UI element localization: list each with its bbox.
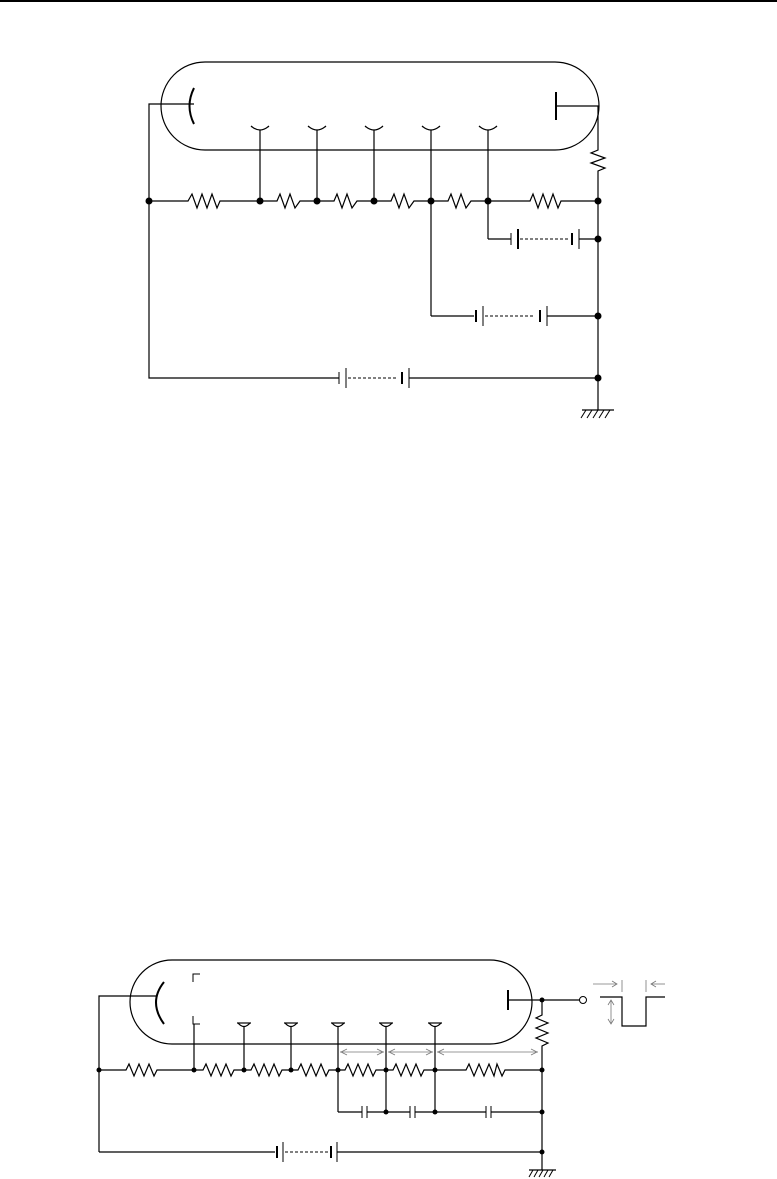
divider-chain-2: [99, 1064, 542, 1076]
load-resistor: [591, 146, 605, 201]
current-arrows: [340, 1049, 538, 1055]
hv-battery: [149, 201, 598, 388]
dynode-4: [422, 126, 440, 316]
resistor-r1: [149, 194, 260, 208]
dynode-2-1: [237, 1023, 251, 1070]
resistor-r6: [488, 194, 598, 208]
ground-symbol: [581, 410, 614, 418]
anode-lead: [556, 106, 598, 146]
dynode-5: [479, 126, 497, 239]
resistor-r4: [374, 194, 431, 208]
pmt-voltage-divider-schematic-pulse: [0, 940, 777, 1179]
dynode-2-2: [284, 1023, 298, 1070]
battery-dynode-4: [431, 306, 598, 326]
output-terminal: [580, 997, 587, 1004]
ground-symbol-2: [529, 1170, 556, 1177]
dynode-3: [365, 126, 383, 201]
cathode-lead: [149, 104, 194, 201]
focus-electrode: [193, 974, 200, 1070]
photocathode: [190, 88, 195, 124]
resistor-r5: [431, 194, 488, 208]
tube-envelope-2: [130, 960, 532, 1044]
pmt-voltage-divider-schematic-dc: [0, 0, 777, 440]
dynode-1: [251, 126, 269, 201]
battery-dynode-5: [488, 229, 598, 249]
dynode-2: [308, 126, 326, 201]
junction-dots: [146, 198, 602, 382]
decoupling-capacitors: [338, 1106, 542, 1118]
resistor-r2: [260, 194, 317, 208]
tube-envelope: [161, 62, 599, 150]
load-resistor-2: [536, 1000, 548, 1170]
junction-dots-2: [97, 998, 545, 1155]
resistor-r3: [317, 194, 374, 208]
hv-battery-2: [99, 1142, 542, 1162]
output-pulse: [593, 980, 665, 1026]
photocathode-2: [156, 982, 164, 1024]
cathode-lead-2: [99, 996, 156, 1152]
